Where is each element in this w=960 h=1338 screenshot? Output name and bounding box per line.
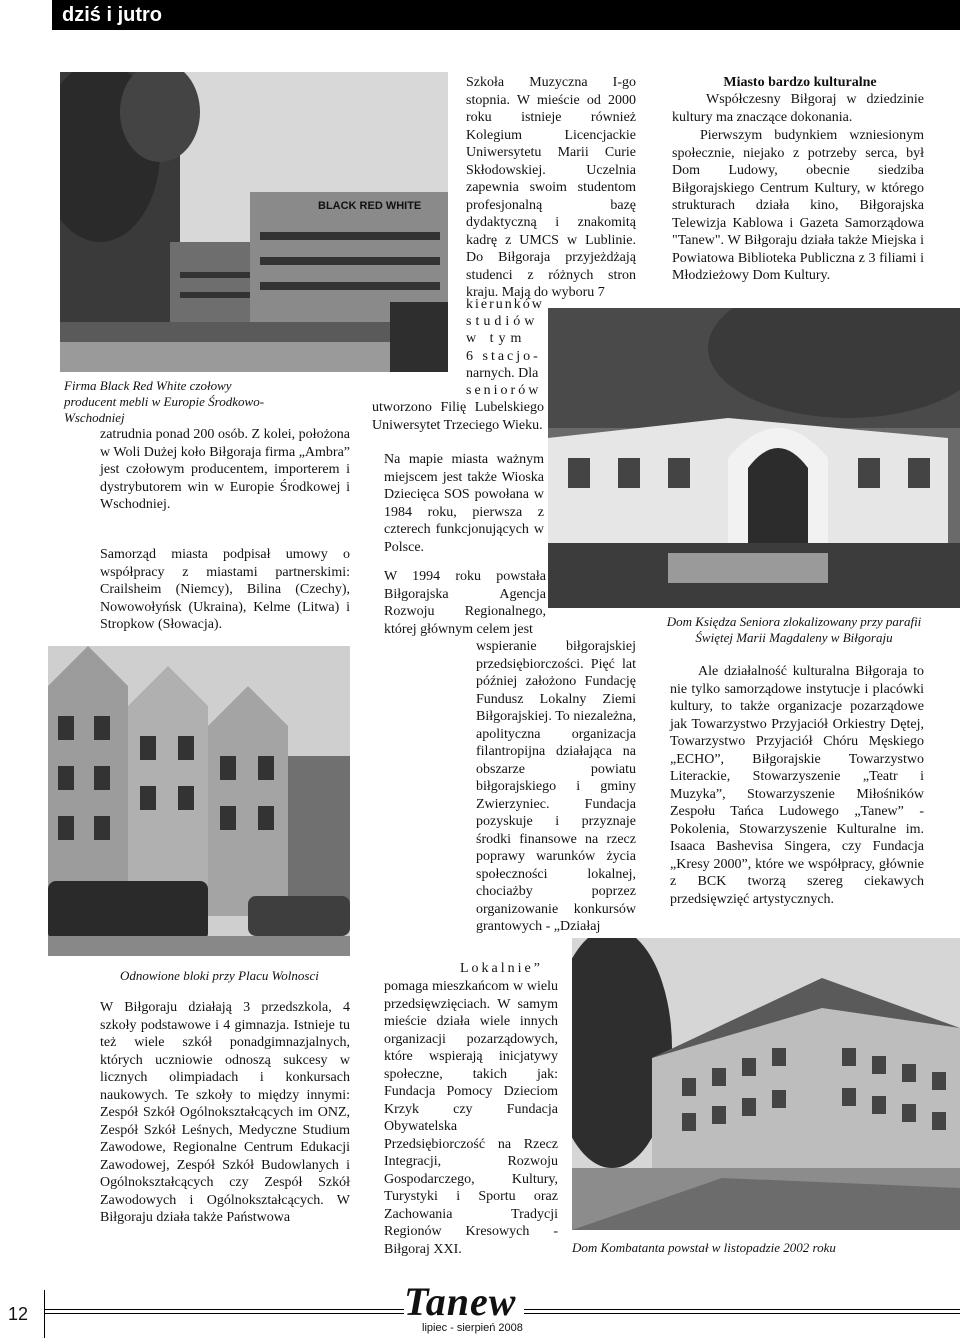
caption-dom-kombatanta: Dom Kombatanta powstał w listopadzie 2002 roku: [572, 1240, 836, 1255]
col2-text-b6: seniorów: [466, 383, 542, 398]
col2-text-b2: studiów: [466, 314, 539, 329]
col3-paragraph-1: Współczesny Biłgoraj w dziedzinie kultury ma znaczące dokonania.: [672, 92, 924, 125]
caption-renovated-blocks: Odnowione bloki przy Placu Wolnosci: [120, 968, 319, 983]
magazine-logo: Tanew: [404, 1279, 517, 1324]
col2-text-h: pomaga mieszkańcom w wielu przedsięwzięciach. W samym mieście działa wiele innych organizacji pozarządowych, które wspierają inicjatywy społeczne, takich jak: Fundacja Pomocy Dzieciom Krzyk czy Fundacja Obywatelska Przedsiębiorczość na Rzecz Integracji, Rozwoju Gospodarczego, Kultury, Turystyki i Sportu oraz Zachowania Tradycji Regionów Kresowych - Biłgoraj XXI.: [384, 979, 558, 1257]
col2-text-c: utworzono Filię Lubelskiego Uniwersytet Trzeciego Wieku.: [372, 400, 544, 433]
col2-text-a: Szkoła Muzyczna I-go stopnia. W mieście od 2000 roku istnieje również Kolegium Licencjackie Uniwersytetu Marii Curie Skłodowskiej. Uczelnia zapewnia swoim studentom profesjonalną bazę dydaktyczną i znakomitą kadrę z UMCS w Lublinie. Do Biłgoraja przyjeżdżają studenci z różnych stron kraju. Mają do wyboru 7: [466, 75, 636, 300]
col3-paragraph-2: Pierwszym budynkiem wzniesionym społecznie, niejako z potrzeby serca, był Dom Ludowy, obecnie siedziba Biłgorajskiego Centrum Kultury, w którego strukturach działa kino, Biłgorajska Telewizja Kablowa i Gazeta Samorządowa "Tanew". W Biłgoraju działa także Miejska i Powiatowa Biblioteka Publiczna z 3 filiami i Młodzieżowy Dom Kultury.: [672, 128, 924, 283]
section-header-bar: [52, 0, 960, 30]
col2-text-b3: w tym: [466, 331, 527, 346]
col2-text-f: wspieranie biłgorajskiej przedsiębiorczości. Pięć lat później założono Fundację Fundusz Lokalny Ziemi Biłgorajskiej. To niezależna, apolityczna organizacja filantropijna działająca na obszarze powiatu biłgorajskiego i gminy Zwierzyniec. Fundacja pozyskuje i przyznaje środki finansowe na rzecz poprawy warunków życia społeczności lokalnej, chociażby poprzez organizowanie konkursów grantowych - „Działaj: [476, 639, 636, 934]
col2-text-b4: 6 stacjo-: [466, 349, 541, 364]
col2-text-b1: kierunków: [466, 297, 544, 312]
col2-text-g: Lokalnie”: [460, 961, 543, 976]
photo-renovated-blocks: [48, 646, 350, 956]
caption-black-red-white: Firma Black Red White czołowy producent mebli w Europie Środkowo-Wschodniej: [64, 378, 265, 425]
section-title: dziś i jutro: [62, 4, 162, 26]
issue-date: lipiec - sierpień 2008: [422, 1322, 523, 1334]
photo-dom-kombatanta: [572, 938, 960, 1230]
col2-text-b5: narnych. Dla: [466, 366, 539, 381]
col2-text-e: W 1994 roku powstała Biłgorajska Agencja Rozwoju Regionalnego, której głównym celem jest: [384, 569, 546, 637]
caption-dom-ksiedza-seniora: Dom Księdza Seniora zlokalizowany przy parafii Świętej Marii Magdaleny w Biłgoraju: [666, 614, 922, 645]
col3-heading: Miasto bardzo kulturalne: [723, 75, 877, 90]
photo-black-red-white-factory: [60, 72, 448, 372]
col3-paragraph-3: Ale działalność kulturalna Biłgoraja to nie tylko samorządowe instytucje i placówki kultury, to także organizacje pozarządowe jak Towarzystwo Przyjaciół Orkiestry Dętej, Towarzystwo Przyjaciół Chóru Męskiego „ECHO”, Biłgorajskie Towarzystwo Literackie, Stowarzyszenie „Teatr i Muzyka”, Stowarzyszenie Miłośników Zespołu Tańca Ludowego „Tanew” - Pokolenia, Stowarzyszenie Kulturalne im. Isaaca Bashevisa Singera, czy Fundacja „Kresy 2000”, które we współpracy, głównie z BCK tworzą szereg ciekawych przedsięwzięć artystycznych.: [670, 664, 924, 907]
footer-rule: [524, 1313, 960, 1314]
photo-dom-ksiedza-seniora: [548, 308, 960, 608]
footer-rule: [44, 1309, 404, 1310]
footer-divider: [44, 1290, 45, 1338]
col1-paragraph-1: zatrudnia ponad 200 osób. Z kolei, położona w Woli Dużej koło Biłgoraja firma „Ambra” jest czołowym producentem, importerem i dystrybutorem win w Europie Środkowej i Wschodniej.: [100, 427, 350, 512]
col1-paragraph-2: Samorząd miasta podpisał umowy o współpracy z miastami partnerskimi: Crailsheim (Niemcy), Bilina (Czechy), Nowowołyńsk (Ukraina), Kelme (Litwa) i Stropkow (Słowacja).: [100, 547, 350, 632]
col1-paragraph-3: W Biłgoraju działają 3 przedszkola, 4 szkoły podstawowe i 4 gimnazja. Istnieje tu też wiele szkół ponadgimnazjalnych, których uczniowie odnoszą sukcesy w licznych olimpiadach i konkursach naukowych. Te szkoły to między innymi: Zespół Szkół Ogólnokształcących im ONZ, Zespół Szkół Leśnych, Medyczne Studium Zawodowe, Regionalne Centrum Edukacji Zawodowej, Zespół Szkół Budowlanych i Ogólnokształcących czy Zespół Szkół Zawodowych i Ogólnokształcących. W Biłgoraju działa także Państwowa: [100, 1000, 350, 1225]
col2-text-d: Na mapie miasta ważnym miejscem jest także Wioska Dziecięca SOS powołana w 1984 roku, pierwsza z czterech funkcjonujących w Polsce.: [384, 452, 544, 555]
footer-rule: [524, 1309, 960, 1310]
photo-sign-text: BLACK RED WHITE: [318, 200, 422, 212]
page-number: 12: [8, 1304, 29, 1324]
footer-rule: [44, 1313, 404, 1314]
